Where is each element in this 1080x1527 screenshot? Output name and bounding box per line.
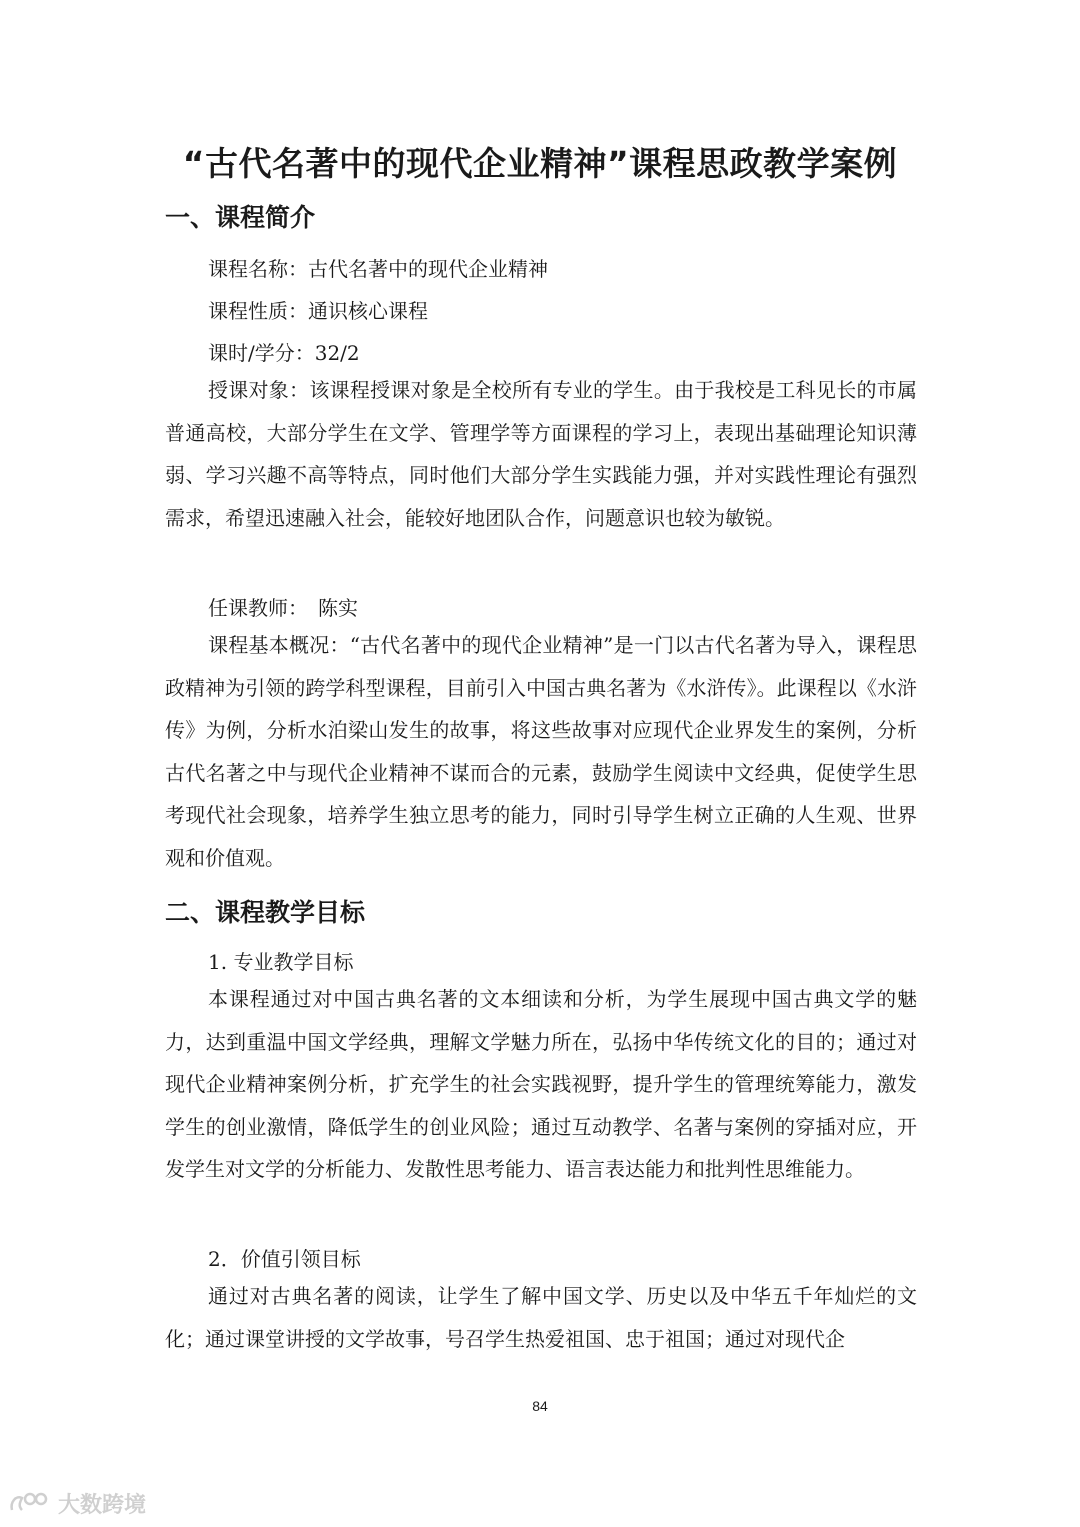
goal2-paragraph: 通过对古典名著的阅读，让学生了解中国文学、历史以及中华五千年灿烂的文化；通过课堂讲授的文学故事，号召学生热爱祖国、忠于祖国；通过对现代企 (165, 1284, 917, 1351)
watermark (8, 1488, 146, 1518)
goal2-title: 2．价值引领目标 (208, 1247, 361, 1271)
document-title: “古代名著中的现代企业精神”课程思政教学案例 (182, 144, 898, 183)
section-heading-intro: 一、课程简介 (165, 203, 316, 232)
watermark-text: 大数跨境 (58, 1492, 147, 1518)
teacher: 任课教师： 陈实 (208, 596, 358, 620)
section-heading-goals: 二、课程教学目标 (165, 898, 366, 927)
goal1-title: 1. 专业教学目标 (208, 950, 354, 974)
course-overview-paragraph: 课程基本概况：“古代名著中的现代企业精神”是一门以古代名著为导入，课程思政精神为引领的跨学科型课程，目前引入中国古典名著为《水浒传》。此课程以《水浒传》为例，分析水泊梁山发生的故事，将这些故事对应现代企业界发生的案例，分析古代名著之中与现代企业精神不谋而合的元素，鼓励学生阅读中文经典，促使学生思考现代社会现象，培养学生独立思考的能力，同时引导学生树立正确的人生观、世界观和价值观。 (165, 633, 917, 870)
hours-credits: 课时/学分：32/2 (208, 341, 360, 365)
page-number: 84 (532, 1398, 548, 1414)
course-name: 课程名称：古代名著中的现代企业精神 (208, 257, 548, 281)
watermark-logo-icon (8, 1490, 54, 1516)
course-nature: 课程性质：通识核心课程 (208, 299, 428, 323)
target-students-paragraph: 授课对象：该课程授课对象是全校所有专业的学生。由于我校是工科见长的市属普通高校，大部分学生在文学、管理学等方面课程的学习上，表现出基础理论知识薄弱、学习兴趣不高等特点，同时他们大部分学生实践能力强，并对实践性理论有强烈需求，希望迅速融入社会，能较好地团队合作，问题意识也较为敏锐。 (165, 378, 917, 530)
goal1-paragraph: 本课程通过对中国古典名著的文本细读和分析，为学生展现中国古典文学的魅力，达到重温中国文学经典，理解文学魅力所在，弘扬中华传统文化的目的；通过对现代企业精神案例分析，扩充学生的社会实践视野，提升学生的管理统筹能力，激发学生的创业激情，降低学生的创业风险；通过互动教学、名著与案例的穿插对应，开发学生对文学的分析能力、发散性思考能力、语言表达能力和批判性思维能力。 (165, 987, 917, 1182)
